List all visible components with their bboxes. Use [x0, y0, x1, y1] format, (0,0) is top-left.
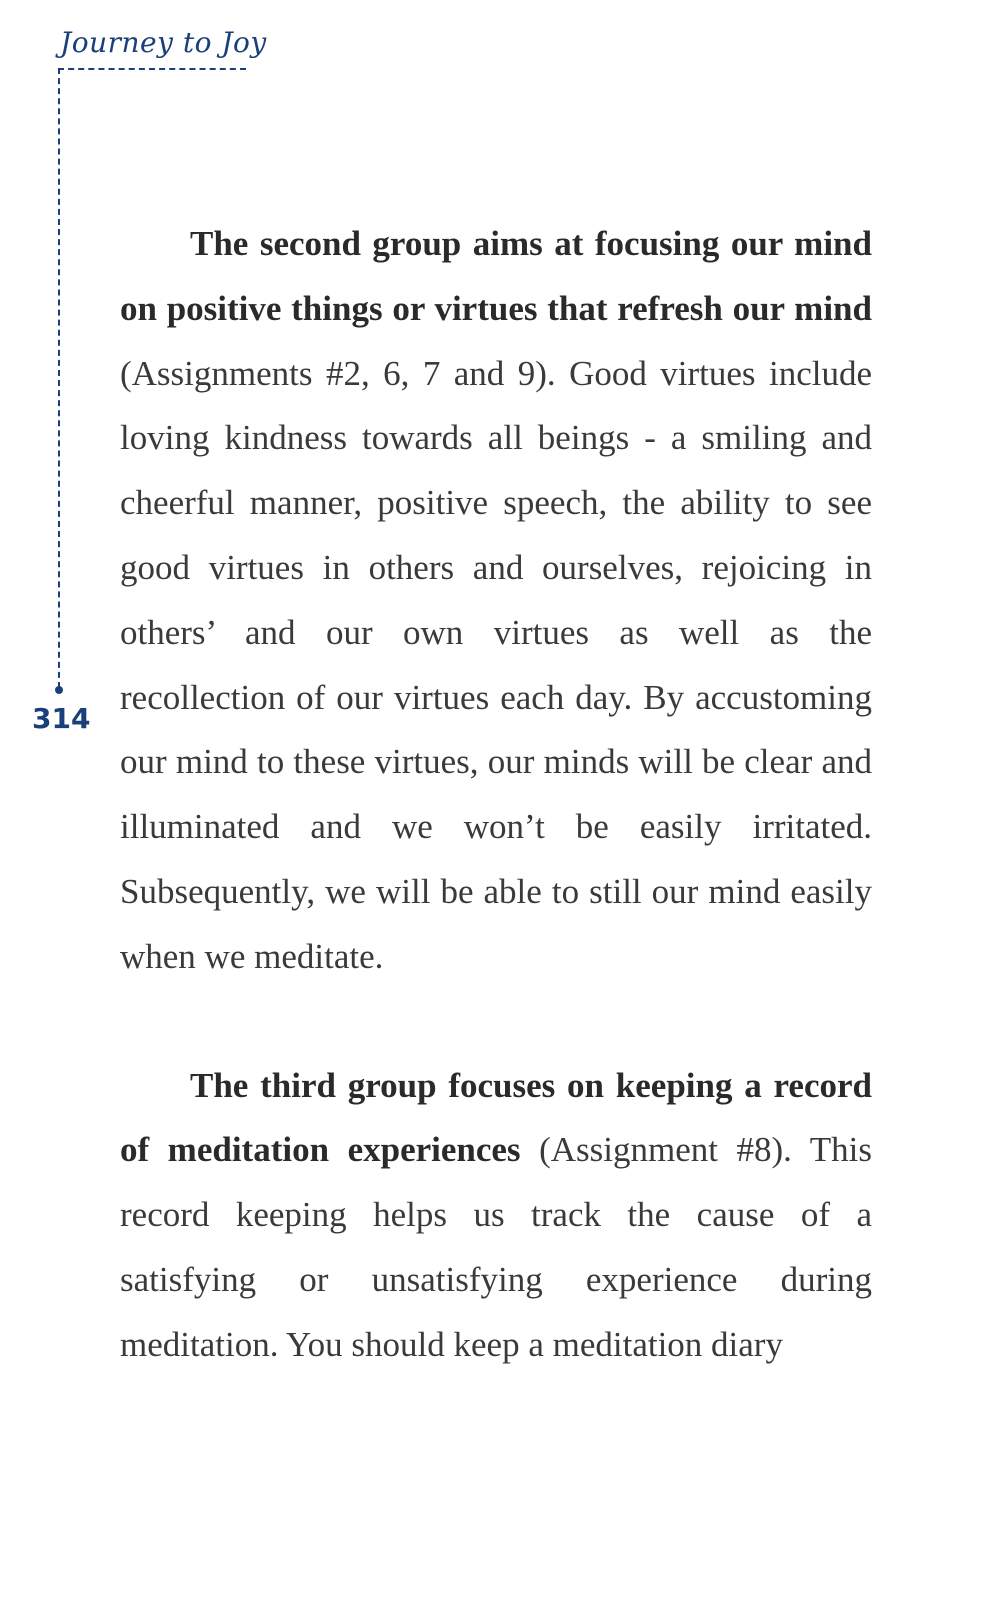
paragraph-third-group [120, 1054, 872, 1378]
paragraph-second-group [120, 212, 872, 990]
paragraph-lead: The third group focuses on keeping a record of meditation experiences [120, 1065, 872, 1170]
margin-rule-dot [55, 686, 63, 694]
paragraph-body: (Assignments #2, 6, 7 and 9). Good virtues include loving kindness towards all beings - a smiling and cheerful manner, positive speech, the ability to see good virtues in others and ourselves, rejoicing in others’ and our own virtues as well as the recollection of our virtues each day. By accustoming our mind to these virtues, our minds will be clear and illuminated and we won’t be easily irritated. Subsequently, we will be able to still our mind easily when we meditate. [120, 353, 872, 976]
running-head: Journey to Joy [60, 26, 267, 59]
body-text [120, 212, 872, 1378]
margin-dashed-rule [58, 68, 60, 688]
header-dashed-rule [58, 68, 246, 70]
page-number: 314 [32, 702, 91, 735]
paragraph-body: (Assignment #8). This record keeping helps us track the cause of a satisfying or unsatisfying experience during meditation. You should keep a meditation diary [120, 1130, 872, 1364]
paragraph-lead: The second group aims at focusing our mind on positive things or virtues that refresh our mind [120, 224, 872, 328]
